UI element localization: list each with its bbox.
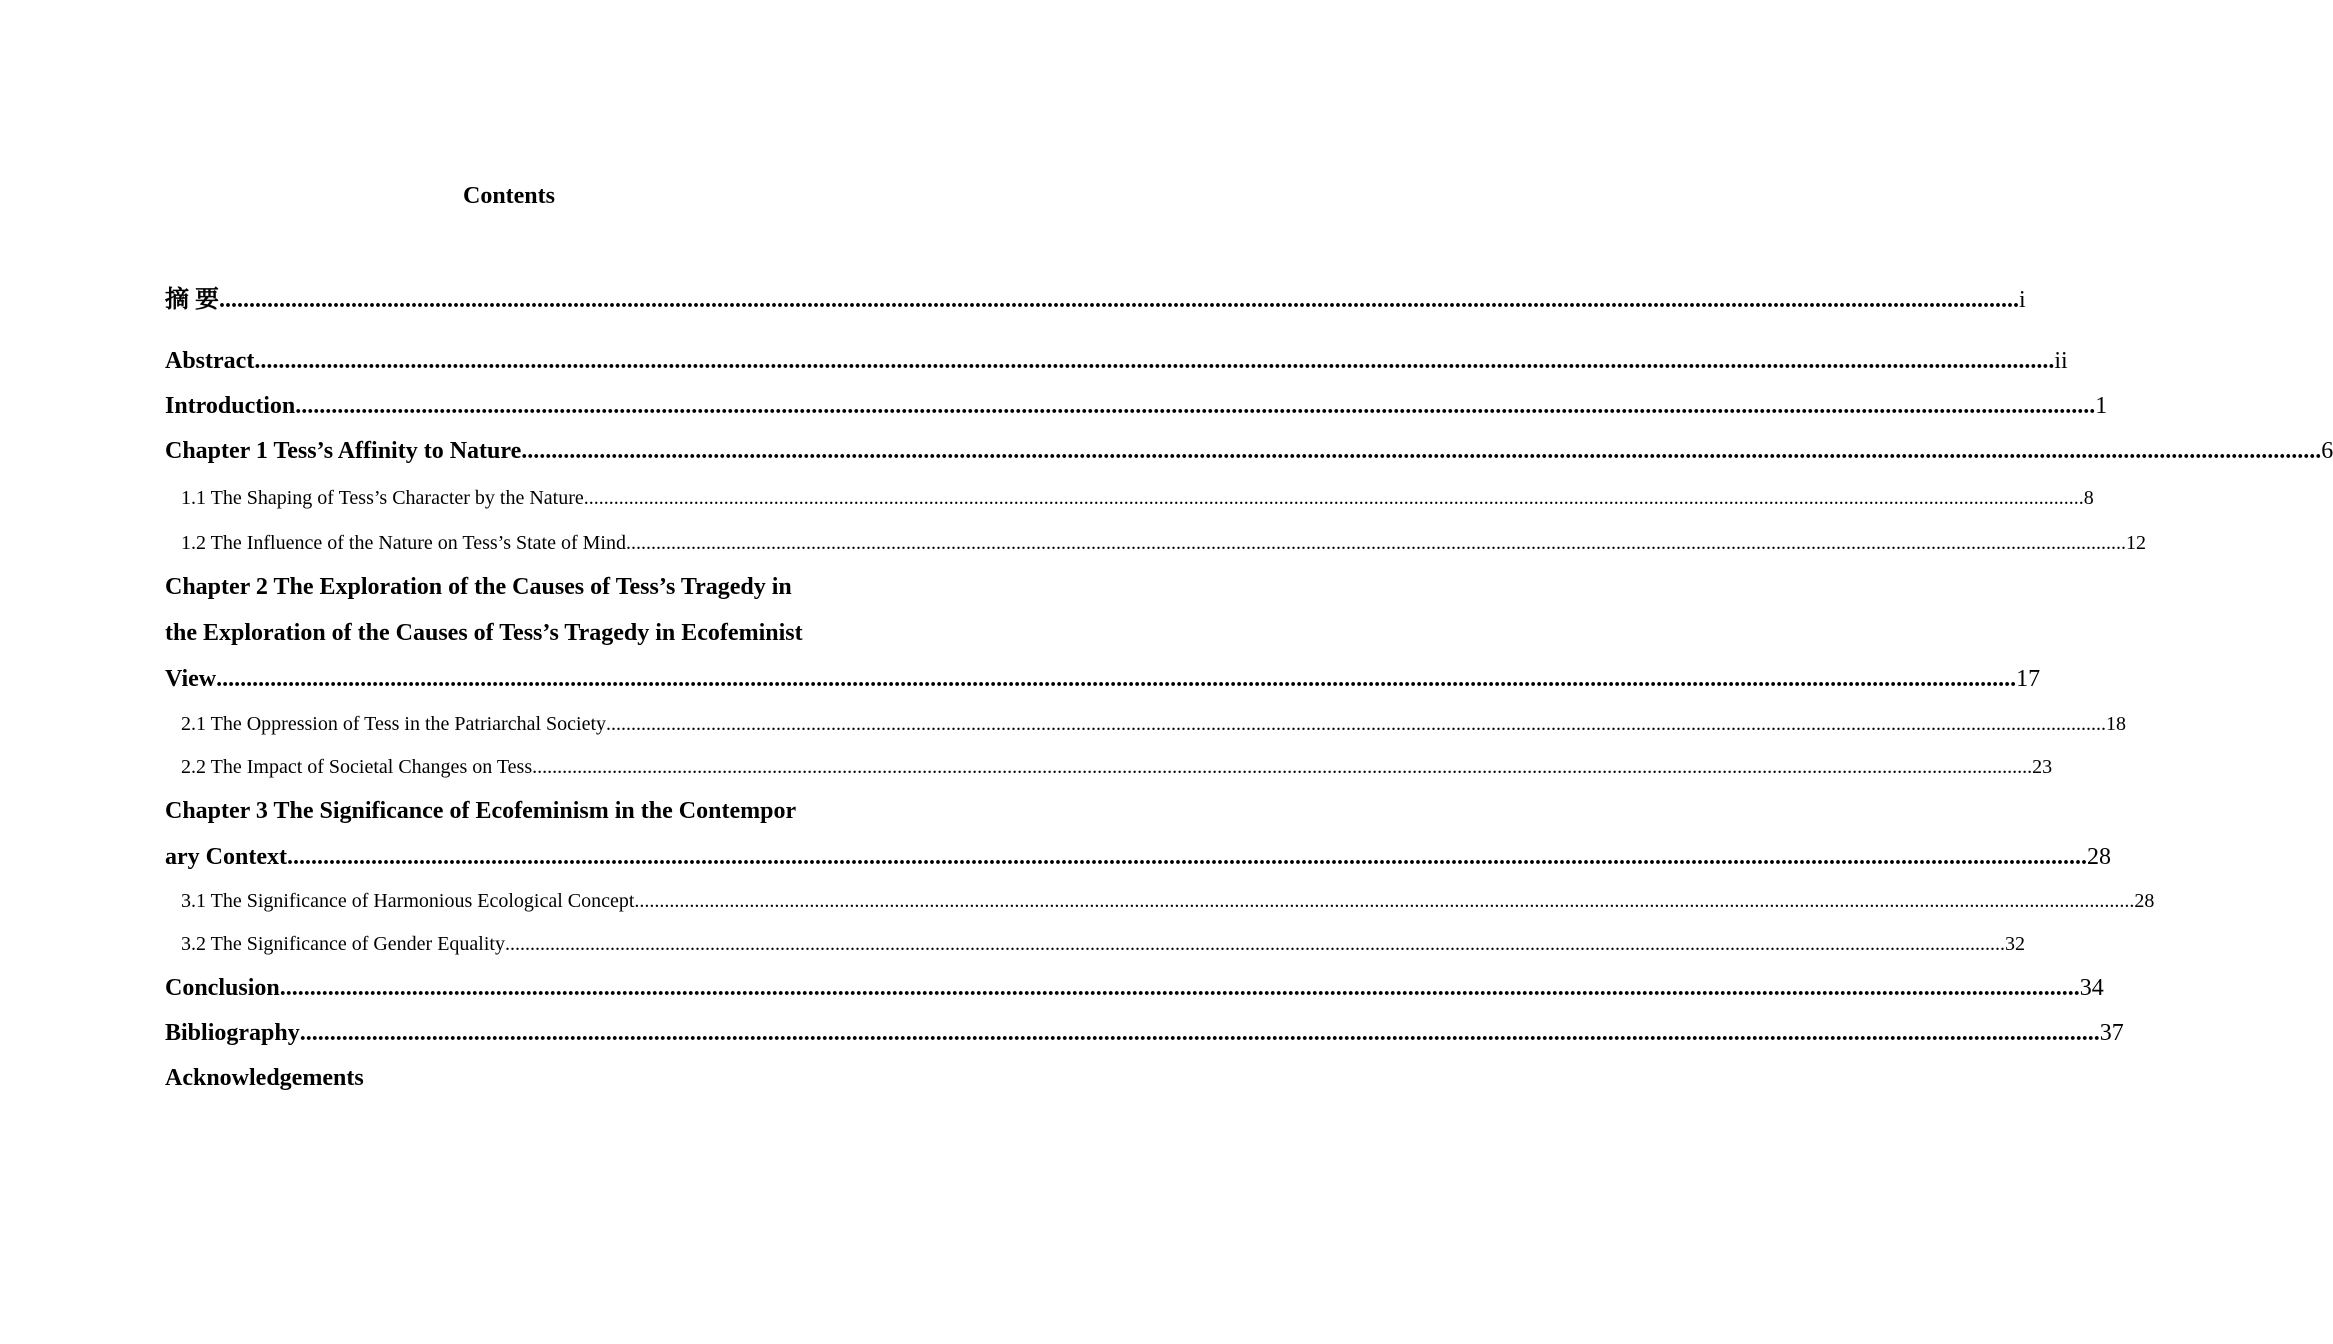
toc-entry-label: 1.2 The Influence of the Nature on Tess’s State of Mind (181, 532, 626, 554)
contents-title: Contents (462, 183, 555, 209)
toc-page-number: 37 (2099, 1020, 2124, 1046)
toc-entry-section-1-1[interactable] (181, 486, 2094, 510)
toc-entry-label: View (165, 666, 217, 692)
toc-entry-label: Chapter 1 Tess’s Affinity to Nature (165, 438, 522, 464)
toc-entry-section-2-1[interactable] (181, 712, 2126, 736)
toc-page-number: 34 (2079, 975, 2104, 1001)
toc-page-number: 1 (2095, 393, 2108, 419)
toc-entry-label: ary Context (165, 844, 287, 870)
toc-entry-section-3-1[interactable] (181, 889, 2155, 913)
toc-page-number: i (2019, 287, 2026, 313)
toc-page-number: 17 (2016, 666, 2041, 692)
dot-leader: ............................................................................................................................................................................................................................................................................................................ (532, 756, 2033, 778)
dot-leader: ............................................................................................................................................................................................................................................................................................................ (279, 975, 2080, 1001)
toc-page-number: 12 (2125, 532, 2146, 554)
toc-entry-chapter-3-line-1[interactable]: Chapter 3 The Significance of Ecofeminism in the Contempor (165, 798, 797, 824)
toc-page-number: 18 (2106, 713, 2126, 735)
toc-entry-label: Introduction (165, 393, 296, 419)
dot-leader: ............................................................................................................................................................................................................................................................................................................ (625, 532, 2126, 554)
dot-leader: ............................................................................................................................................................................................................................................................................................................ (634, 890, 2135, 912)
toc-entry-zhaiyao[interactable] (165, 285, 2026, 315)
toc-entry-section-1-2[interactable] (181, 531, 2146, 555)
toc-entry-label: Conclusion (165, 975, 280, 1001)
dot-leader: ............................................................................................................................................................................................................................................................................................................ (504, 933, 2005, 955)
toc-entry-section-2-2[interactable] (181, 755, 2053, 779)
dot-leader: ............................................................................................................................................................................................................................................................................................................ (254, 348, 2055, 374)
dot-leader: ............................................................................................................................................................................................................................................................................................................ (606, 713, 2106, 735)
toc-entry-conclusion[interactable] (165, 973, 2104, 1003)
dot-leader: ............................................................................................................................................................................................................................................................................................................ (295, 393, 2096, 419)
toc-entry-label: 摘 要 (165, 287, 219, 313)
dot-leader: ............................................................................................................................................................................................................................................................................................................ (583, 487, 2084, 509)
toc-page-number: 28 (2086, 844, 2111, 870)
toc-entry-label: 1.1 The Shaping of Tess’s Character by the Nature (181, 487, 584, 509)
toc-entry-abstract[interactable] (165, 346, 2068, 376)
toc-entry-acknowledgements[interactable]: Acknowledgements (165, 1065, 364, 1091)
dot-leader: ............................................................................................................................................................................................................................................................................................................ (286, 844, 2087, 870)
toc-page-number: ii (2054, 348, 2068, 374)
toc-page-number: 6 (2321, 438, 2333, 464)
toc-entry-bibliography[interactable] (165, 1018, 2124, 1048)
dot-leader: ............................................................................................................................................................................................................................................................................................................ (521, 438, 2322, 464)
dot-leader: ............................................................................................................................................................................................................................................................................................................ (299, 1020, 2100, 1046)
toc-entry-chapter-2-line-1[interactable]: Chapter 2 The Exploration of the Causes of Tess’s Tragedy in (165, 574, 792, 600)
toc-entry-label: 3.2 The Significance of Gender Equality (181, 933, 505, 955)
toc-page-number: 23 (2032, 756, 2053, 778)
toc-entry-chapter-3-line-2[interactable] (165, 842, 2111, 872)
toc-page-number: 32 (2004, 933, 2025, 955)
toc-entry-label: 2.1 The Oppression of Tess in the Patriarchal Society (181, 713, 606, 735)
dot-leader: ............................................................................................................................................................................................................................................................................................................ (216, 666, 2017, 692)
toc-entry-label: Abstract (165, 348, 255, 374)
toc-entry-label: 3.1 The Significance of Harmonious Ecological Concept (181, 890, 635, 912)
toc-entry-label: Bibliography (165, 1020, 300, 1046)
dot-leader: ............................................................................................................................................................................................................................................................................................................ (219, 287, 2019, 313)
toc-entry-chapter-1[interactable] (165, 436, 2333, 466)
toc-page-number: 8 (2083, 487, 2094, 509)
toc-entry-label: 2.2 The Impact of Societal Changes on Tess (181, 756, 533, 778)
toc-entry-section-3-2[interactable] (181, 932, 2025, 956)
toc-page-number: 28 (2134, 890, 2155, 912)
toc-entry-introduction[interactable] (165, 391, 2108, 421)
toc-entry-chapter-2-line-3[interactable] (165, 664, 2041, 694)
toc-entry-chapter-2-line-2[interactable]: the Exploration of the Causes of Tess’s Tragedy in Ecofeminist (165, 620, 803, 646)
